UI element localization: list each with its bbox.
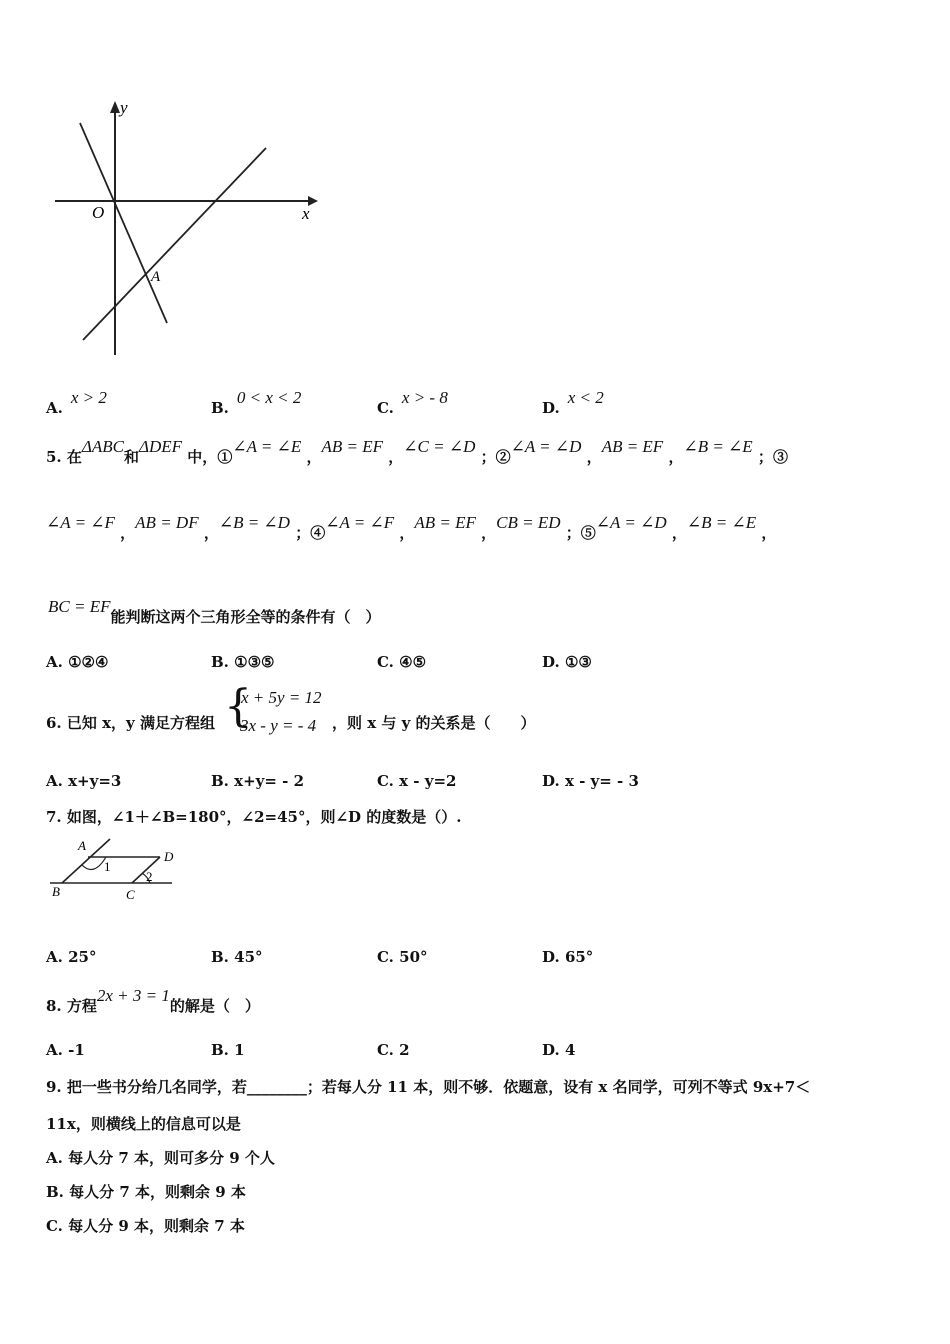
q6-option-d[interactable]: D. x - y= - 3: [542, 772, 639, 790]
q6-option-a[interactable]: A. x+y=3: [46, 772, 122, 790]
q5-line-1: 5. 在ΔABC和ΔDEF 中，①∠A = ∠E ，AB = EF ，∠C = ∠D ；②∠A = ∠D ，AB = EF ，∠B = ∠E ；③: [46, 437, 788, 466]
q7-label-a: A: [78, 838, 86, 853]
q6-brace: {: [224, 681, 252, 732]
q7-label-c: C: [126, 887, 135, 902]
q8-option-d[interactable]: D. 4: [542, 1041, 576, 1059]
q9-line-2: 11x，则横线上的信息可以是: [46, 1115, 241, 1133]
q5-line-3: BC = EF能判断这两个三角形全等的条件有（ ）: [48, 597, 381, 626]
q9-option-b[interactable]: B. 每人分 7 本，则剩余 9 本: [46, 1183, 246, 1201]
q5-option-c[interactable]: C. ④⑤: [377, 653, 427, 671]
y-axis-arrow: [110, 101, 120, 113]
q7-option-a[interactable]: A. 25°: [46, 948, 97, 966]
q7-angle-1-arc: [82, 857, 106, 870]
q7-question: 7. 如图，∠1＋∠B=180°，∠2=45°，则∠D 的度数是（）.: [46, 808, 462, 826]
q8-option-c[interactable]: C. 2: [377, 1041, 410, 1059]
q7-label-1: 1: [104, 859, 111, 874]
q5-line-2: ∠A = ∠F ，AB = DF ，∠B = ∠D ；④∠A = ∠F ，AB = EF ，CB = ED ；⑤∠A = ∠D ，∠B = ∠E ，: [46, 513, 777, 542]
q8-option-b[interactable]: B. 1: [211, 1041, 245, 1059]
q4-option-a[interactable]: A.x > 2: [46, 388, 107, 417]
q6-eq2: 3x - y = - 4: [240, 716, 317, 735]
q4-option-a-expr: x > 2: [70, 388, 107, 407]
q6-option-c[interactable]: C. x - y=2: [377, 772, 457, 790]
q7-label-d: D: [164, 849, 174, 864]
line-2: [83, 148, 266, 340]
q6-option-b[interactable]: B. x+y= - 2: [211, 772, 305, 790]
q5-option-b[interactable]: B. ①③⑤: [211, 653, 275, 671]
q5-option-a[interactable]: A. ①②④: [46, 653, 109, 671]
q9-option-c[interactable]: C. 每人分 9 本，则剩余 7 本: [46, 1217, 245, 1235]
q8-question: 8. 方程2x + 3 = 1的解是（ ）: [46, 986, 260, 1015]
coordinate-graph: [50, 95, 330, 365]
origin-label: O: [92, 203, 105, 222]
y-label: y: [120, 98, 128, 117]
line-1: [80, 123, 167, 323]
q5-option-d[interactable]: D. ①③: [542, 653, 592, 671]
q7-option-b[interactable]: B. 45°: [211, 948, 263, 966]
q8-equation: 2x + 3 = 1: [96, 986, 170, 1005]
point-a-label: A: [151, 269, 161, 285]
q4-option-b-expr: 0 < x < 2: [236, 388, 302, 407]
q4-option-c-expr: x > - 8: [401, 388, 448, 407]
q9-option-a[interactable]: A. 每人分 7 本，则可多分 9 个人: [46, 1149, 275, 1167]
q7-figure: [48, 835, 178, 905]
q7-option-d[interactable]: D. 65°: [542, 948, 594, 966]
q6-suffix: ，则 x 与 y 的关系是（ ）: [332, 714, 536, 732]
q4-option-d-expr: x < 2: [567, 388, 604, 407]
q7-label-2: 2: [146, 869, 153, 884]
q4-option-d[interactable]: D.x < 2: [542, 388, 604, 417]
q6-prefix: 6. 已知 x，y 满足方程组: [46, 714, 215, 732]
q7-option-c[interactable]: C. 50°: [377, 948, 428, 966]
q4-option-c[interactable]: C.x > - 8: [377, 388, 448, 417]
q4-option-b[interactable]: B.0 < x < 2: [211, 388, 302, 417]
q6-eq1: x + 5y = 12: [241, 688, 322, 707]
x-label: x: [302, 204, 310, 223]
q9-line-1: 9. 把一些书分给几名同学，若________；若每人分 11 本，则不够．依题意，设有 x 名同学，可列不等式 9x+7＜: [46, 1078, 811, 1096]
q7-label-b: B: [52, 884, 60, 899]
q8-option-a[interactable]: A. -1: [46, 1041, 85, 1059]
